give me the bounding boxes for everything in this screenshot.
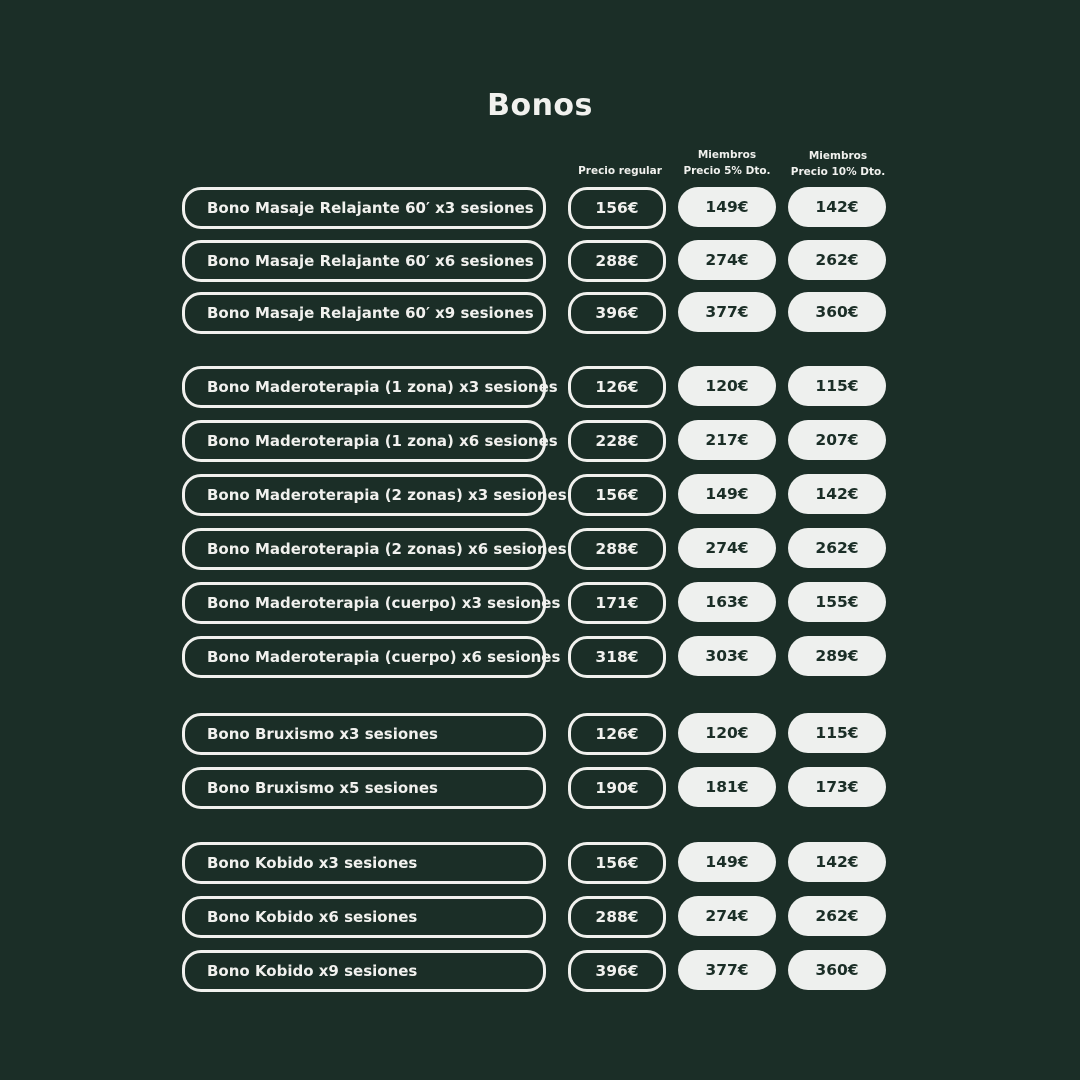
bono-name — [182, 582, 561, 624]
bono-name — [182, 366, 558, 408]
member-5-price: 377€ — [678, 950, 776, 990]
member-10-price: 262€ — [788, 896, 886, 936]
bono-name-label: Bono Kobido x9 sesiones — [207, 962, 418, 980]
regular-price: 190€ — [568, 767, 666, 809]
bono-name-label: Bono Maderoterapia (1 zona) x3 sesiones — [207, 378, 558, 396]
member-10-price: 207€ — [788, 420, 886, 460]
header-regular-label: Precio regular — [578, 165, 662, 177]
member-5-price: 303€ — [678, 636, 776, 676]
header-members-10-line1: Miembros — [808, 150, 868, 162]
bono-name-label: Bono Bruxismo x3 sesiones — [207, 725, 438, 743]
bono-name-label: Bono Kobido x6 sesiones — [207, 908, 418, 926]
table-row — [0, 420, 1080, 460]
table-row — [0, 528, 1080, 568]
member-5-price: 181€ — [678, 767, 776, 807]
header-members-5-line1: Miembros — [697, 149, 757, 161]
regular-price: 171€ — [568, 582, 666, 624]
member-10-price: 155€ — [788, 582, 886, 622]
bono-name — [182, 896, 546, 938]
regular-price: 396€ — [568, 292, 666, 334]
table-row — [0, 240, 1080, 280]
member-10-price: 360€ — [788, 950, 886, 990]
bono-name — [182, 187, 546, 229]
table-row — [0, 366, 1080, 406]
member-10-price: 115€ — [788, 366, 886, 406]
regular-price: 126€ — [568, 366, 666, 408]
bono-name — [182, 767, 546, 809]
regular-price: 156€ — [568, 842, 666, 884]
member-5-price: 217€ — [678, 420, 776, 460]
bono-name-label: Bono Kobido x3 sesiones — [207, 854, 418, 872]
member-5-price: 274€ — [678, 240, 776, 280]
table-row — [0, 950, 1080, 990]
table-row — [0, 636, 1080, 676]
regular-price: 156€ — [568, 187, 666, 229]
bono-name — [182, 474, 567, 516]
bono-name-label: Bono Maderoterapia (1 zona) x6 sesiones — [207, 432, 558, 450]
table-row — [0, 582, 1080, 622]
bono-name — [182, 528, 567, 570]
member-5-price: 274€ — [678, 528, 776, 568]
header-members-10 — [784, 148, 892, 180]
bono-name-label: Bono Maderoterapia (cuerpo) x3 sesiones — [207, 594, 561, 612]
page-title: Bonos — [487, 88, 593, 123]
member-5-price: 377€ — [678, 292, 776, 332]
header-members-10-line2: Precio 10% Dto. — [790, 166, 886, 178]
table-row — [0, 842, 1080, 882]
regular-price: 396€ — [568, 950, 666, 992]
member-5-price: 149€ — [678, 474, 776, 514]
bono-name-label: Bono Maderoterapia (2 zonas) x6 sesiones — [207, 540, 567, 558]
regular-price: 288€ — [568, 528, 666, 570]
member-10-price: 173€ — [788, 767, 886, 807]
bono-name — [182, 636, 561, 678]
bono-name — [182, 950, 546, 992]
bono-name — [182, 842, 546, 884]
table-row — [0, 474, 1080, 514]
member-5-price: 120€ — [678, 713, 776, 753]
bono-name — [182, 240, 546, 282]
bono-name-label: Bono Masaje Relajante 60′ x6 sesiones — [207, 252, 534, 270]
member-10-price: 262€ — [788, 240, 886, 280]
member-10-price: 262€ — [788, 528, 886, 568]
bono-name — [182, 713, 546, 755]
table-row — [0, 767, 1080, 807]
regular-price: 318€ — [568, 636, 666, 678]
header-members-5-line2: Precio 5% Dto. — [683, 165, 771, 177]
member-10-price: 289€ — [788, 636, 886, 676]
header-regular-price — [568, 163, 672, 179]
member-10-price: 142€ — [788, 474, 886, 514]
table-row — [0, 292, 1080, 332]
member-10-price: 142€ — [788, 842, 886, 882]
regular-price: 288€ — [568, 240, 666, 282]
member-5-price: 149€ — [678, 842, 776, 882]
table-row — [0, 713, 1080, 753]
member-10-price: 115€ — [788, 713, 886, 753]
header-members-5 — [674, 147, 780, 179]
regular-price: 288€ — [568, 896, 666, 938]
member-5-price: 120€ — [678, 366, 776, 406]
table-row — [0, 187, 1080, 227]
bono-name — [182, 292, 546, 334]
regular-price: 126€ — [568, 713, 666, 755]
member-10-price: 142€ — [788, 187, 886, 227]
bono-name-label: Bono Masaje Relajante 60′ x3 sesiones — [207, 199, 534, 217]
member-5-price: 163€ — [678, 582, 776, 622]
member-10-price: 360€ — [788, 292, 886, 332]
bono-name-label: Bono Maderoterapia (2 zonas) x3 sesiones — [207, 486, 567, 504]
bono-name-label: Bono Masaje Relajante 60′ x9 sesiones — [207, 304, 534, 322]
bono-name — [182, 420, 558, 462]
member-5-price: 274€ — [678, 896, 776, 936]
regular-price: 156€ — [568, 474, 666, 516]
bono-name-label: Bono Maderoterapia (cuerpo) x6 sesiones — [207, 648, 561, 666]
table-row — [0, 896, 1080, 936]
bono-name-label: Bono Bruxismo x5 sesiones — [207, 779, 438, 797]
regular-price: 228€ — [568, 420, 666, 462]
member-5-price: 149€ — [678, 187, 776, 227]
